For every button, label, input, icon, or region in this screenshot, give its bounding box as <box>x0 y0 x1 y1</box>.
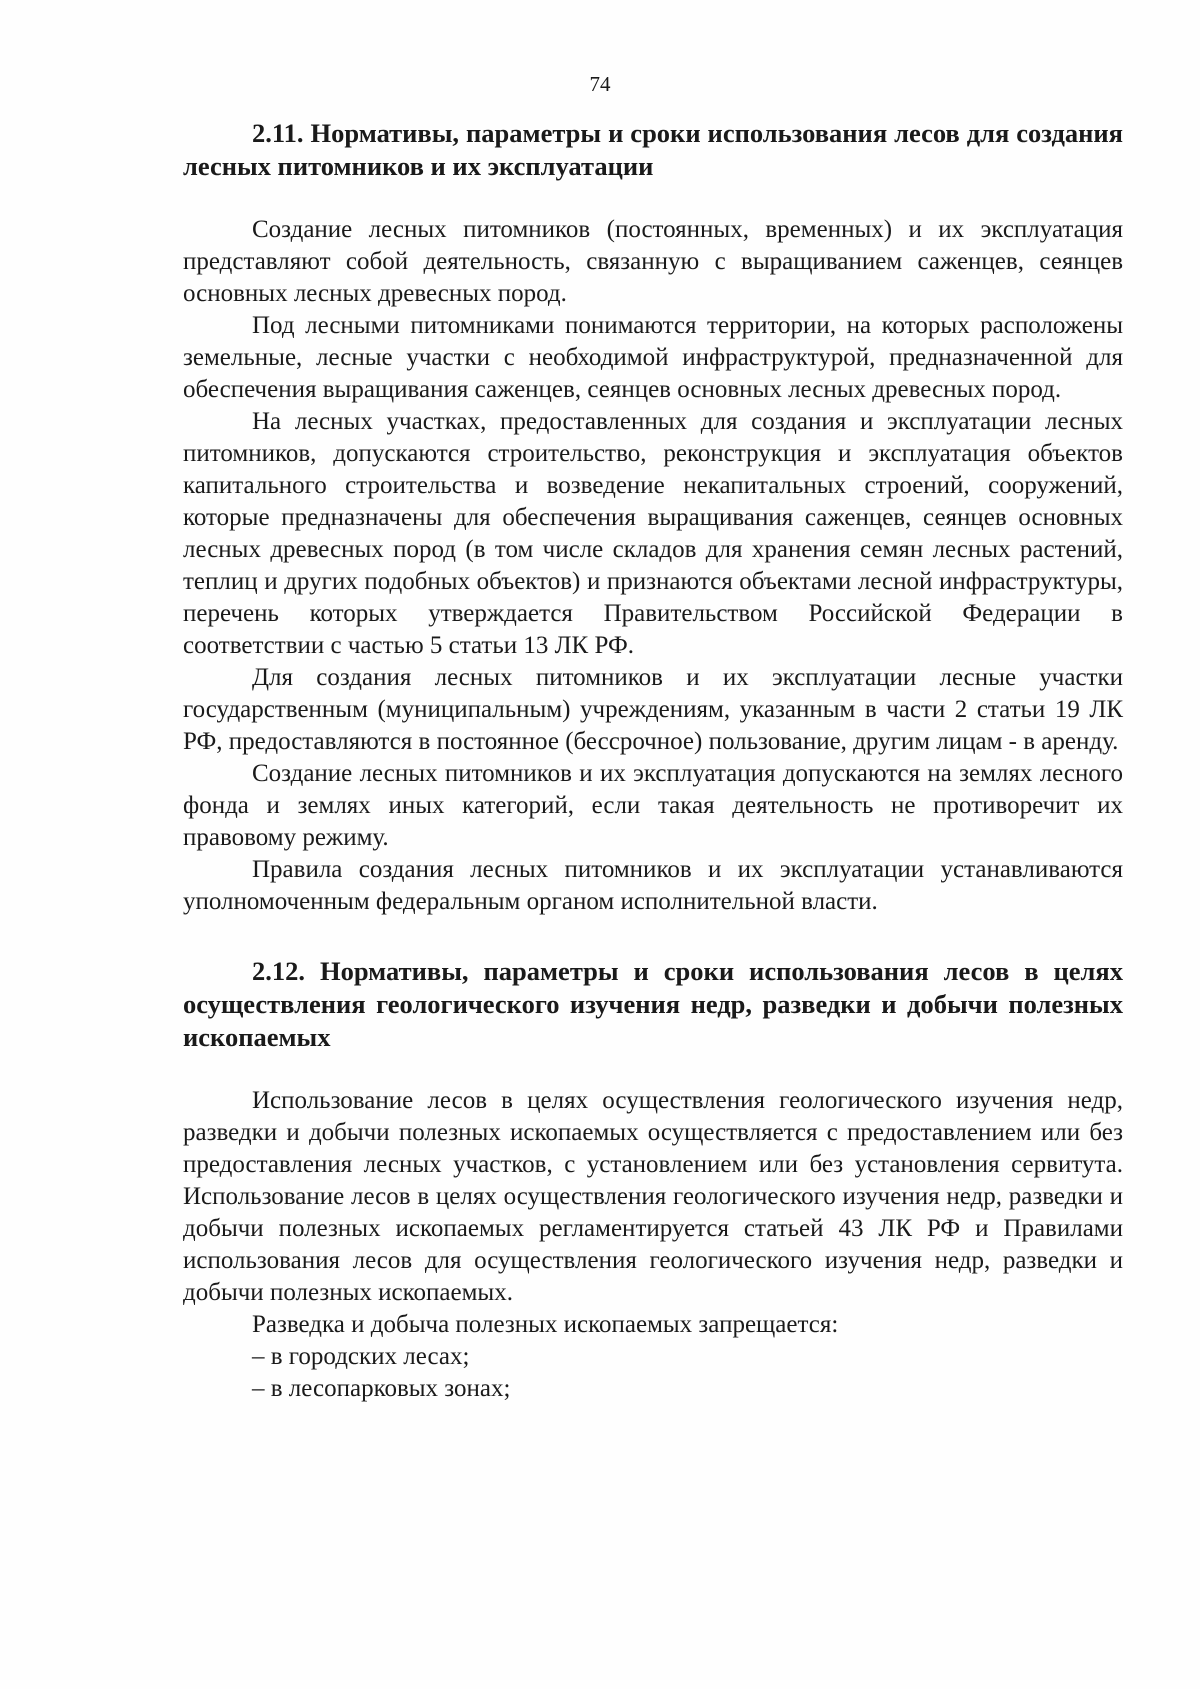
paragraph: Правила создания лесных питомников и их эксплуатации устанавливаются уполномоченным федеральным органом исполнительной власти. <box>183 856 1123 915</box>
section-paragraphs <box>183 214 1123 918</box>
paragraph: Создание лесных питомников и их эксплуатация допускаются на землях лесного фонда и землях иных категорий, если такая деятельность не противоречит их правовому режиму. <box>183 760 1123 851</box>
document-body <box>183 117 1123 1405</box>
list-item: – в городских лесах; <box>252 1343 470 1370</box>
paragraph: Для создания лесных питомников и их эксплуатации лесные участки государственным (муниципальным) учреждениям, указанным в части 2 статьи 19 ЛК РФ, предоставляются в постоянное (бессрочное) пользование, другим лицам - в аренду. <box>183 664 1123 755</box>
paragraph: Разведка и добыча полезных ископаемых запрещается: <box>252 1311 839 1338</box>
paragraph: Под лесными питомниками понимаются территории, на которых расположены земельные, лесные участки с необходимой инфраструктурой, предназначенной для обеспечения выращивания саженцев, сеянцев основных лесных древесных пород. <box>183 312 1123 403</box>
section-heading: 2.11. Нормативы, параметры и сроки использования лесов для создания лесных питомников и их эксплуатации <box>183 118 1123 181</box>
paragraph: На лесных участках, предоставленных для создания и эксплуатации лесных питомников, допускаются строительство, реконструкция и эксплуатация объектов капитального строительства и возведение некапитальных строений, сооружений, которые предназначены для обеспечения выращивания саженцев, сеянцев основных лесных древесных пород (в том числе складов для хранения семян лесных растений, теплиц и других подобных объектов) и признаются объектами лесной инфраструктуры, перечень которых утверждается Правительством Российской Федерации в соответствии с частью 5 статьи 13 ЛК РФ. <box>183 408 1123 659</box>
paragraph: Создание лесных питомников (постоянных, временных) и их эксплуатация представляют собой деятельность, связанную с выращиванием саженцев, сеянцев основных лесных древесных пород. <box>183 216 1123 307</box>
section-2-12 <box>183 955 1123 1405</box>
list-item: – в лесопарковых зонах; <box>252 1375 511 1402</box>
section-heading: 2.12. Нормативы, параметры и сроки использования лесов в целях осуществления геологического изучения недр, разведки и добычи полезных ископаемых <box>183 956 1123 1052</box>
page-number: 74 <box>589 72 611 96</box>
paragraph: Использование лесов в целях осуществления геологического изучения недр, разведки и добычи полезных ископаемых осуществляется с предоставлением или без предоставления лесных участков, с установлением или без установления сервитута. Использование лесов в целях осуществления геологического изучения недр, разведки и добычи полезных ископаемых регламентируется статьей 43 ЛК РФ и Правилами использования лесов для осуществления геологического изучения недр, разведки и добычи полезных ископаемых. <box>183 1087 1123 1306</box>
section-2-11 <box>183 117 1123 918</box>
section-paragraphs <box>183 1085 1123 1405</box>
